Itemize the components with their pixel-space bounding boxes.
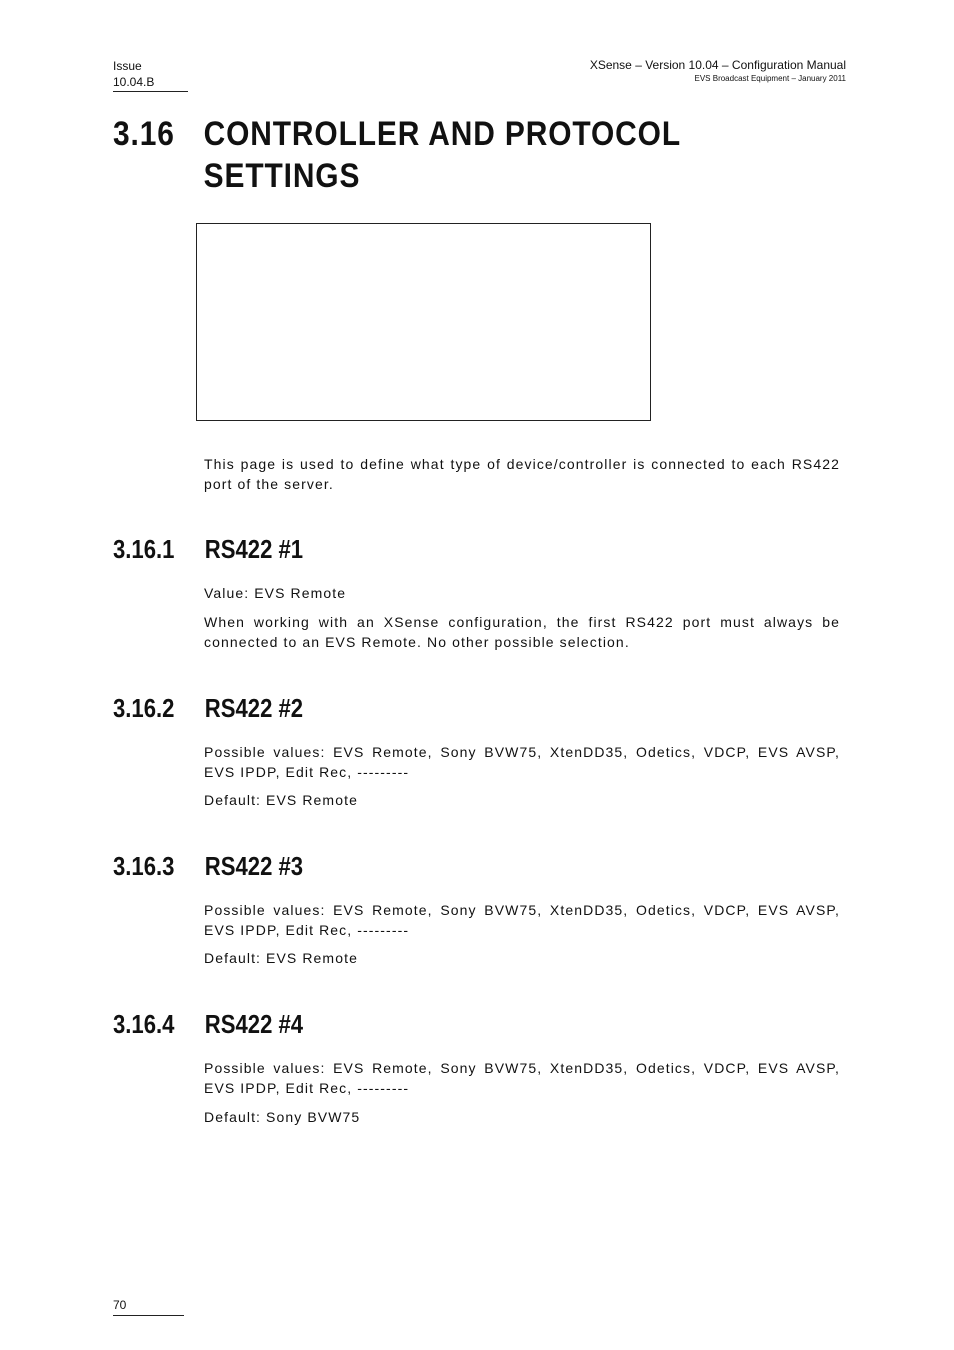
subsection-title: RS422 #2 [204,693,304,723]
section-title-line-1: CONTROLLER AND PROTOCOL [203,115,681,153]
issue-number: 10.04.B [113,74,188,92]
issue-label: Issue [113,59,142,73]
document-title: XSense – Version 10.04 – Configuration Manual [589,58,846,72]
subsection-title: RS422 #3 [204,851,304,881]
header-document-info [386,58,846,84]
screenshot-frame [196,223,651,421]
section-title [204,113,697,197]
header-issue-block [113,58,188,92]
subsection-number: 3.16.2 [113,693,175,723]
rs422-3-default: Default: EVS Remote [204,950,358,966]
section-intro-paragraph: This page is used to define what type of device/controller is connected to each RS422 port of the server. [204,456,840,492]
page-number: 70 [113,1297,184,1316]
rs422-3-possible-values: Possible values: EVS Remote, Sony BVW75, XtenDD35, Odetics, VDCP, EVS AVSP, EVS IPDP, Edit Rec, --------- [204,902,840,938]
subsection-number: 3.16.3 [113,851,175,881]
section-number: 3.16 [113,115,175,153]
subsection-title: RS422 #4 [204,1009,304,1039]
rs422-4-possible-values: Possible values: EVS Remote, Sony BVW75, XtenDD35, Odetics, VDCP, EVS AVSP, EVS IPDP, Edit Rec, --------- [204,1060,840,1096]
subsection-number: 3.16.1 [113,534,175,564]
section-title-line-2: SETTINGS [203,157,361,195]
subsection-number: 3.16.4 [113,1009,175,1039]
rs422-1-description: When working with an XSense configuration, the first RS422 port must always be connected to an EVS Remote. No other possible selection. [204,614,840,650]
rs422-2-default: Default: EVS Remote [204,792,358,808]
rs422-1-value: Value: EVS Remote [204,585,347,601]
subsection-title: RS422 #1 [204,534,304,564]
document-subtitle: EVS Broadcast Equipment – January 2011 [694,74,846,83]
rs422-4-default: Default: Sony BVW75 [204,1109,361,1125]
rs422-2-possible-values: Possible values: EVS Remote, Sony BVW75, XtenDD35, Odetics, VDCP, EVS AVSP, EVS IPDP, Edit Rec, --------- [204,744,840,780]
